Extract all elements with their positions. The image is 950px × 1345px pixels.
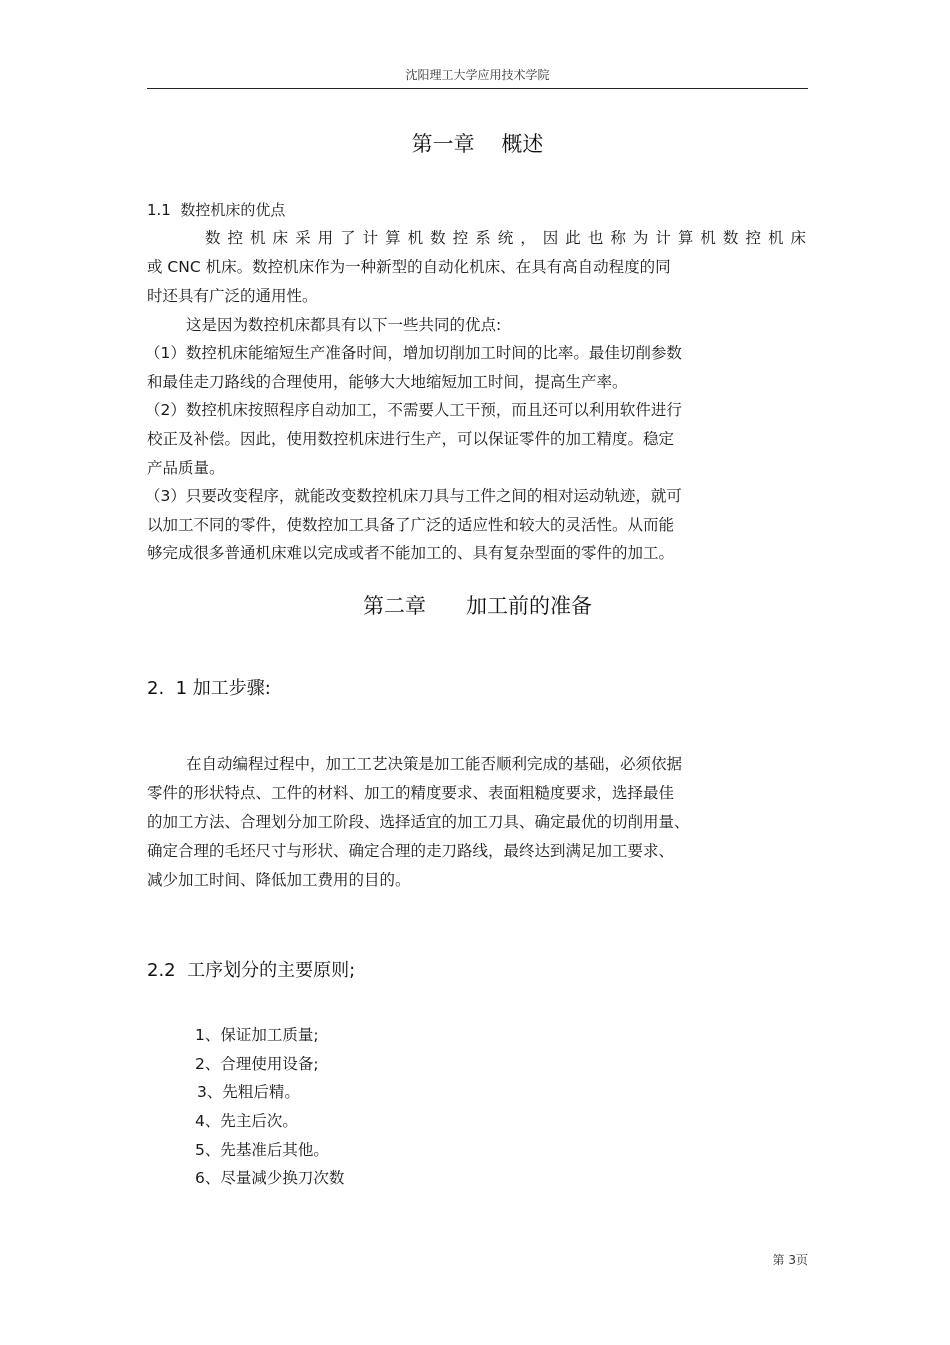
paragraph-line: 数控机床采用了计算机数控系统，因此也称为计算机数控机床 [205,229,806,247]
list-item: 3、先粗后精。 [197,1083,300,1101]
paragraph-line: （2）数控机床按照程序自动加工，不需要人工干预，而且还可以利用软件进行 [145,401,682,419]
section-2-2-heading: 2.2 工序划分的主要原则; [147,960,356,981]
paragraph-line: 在自动编程过程中，加工工艺决策是加工能否顺利完成的基础，必须依据 [186,755,683,773]
paragraph-line: 校正及补偿。因此，使用数控机床进行生产，可以保证零件的加工精度。稳定 [147,430,675,448]
chapter-2-title: 第二章 加工前的准备 [362,594,593,618]
paragraph-line: （3）只要改变程序，就能改变数控机床刀具与工件之间的相对运动轨迹，就可 [145,487,682,505]
list-item: 2、合理使用设备; [195,1055,319,1073]
paragraph-line: 这是因为数控机床都具有以下一些共同的优点: [186,316,502,334]
paragraph-line: 时还具有广泛的通用性。 [147,287,318,305]
paragraph-line: 产品质量。 [147,459,225,477]
paragraph-line: 确定合理的毛坯尺寸与形状、确定合理的走刀路线，最终达到满足加工要求、 [147,842,675,860]
paragraph-line: 或 CNC 机床。数控机床作为一种新型的自动化机床、在具有高自动程度的同 [147,258,671,276]
header-divider [147,88,808,89]
section-1-1-heading: 1.1 数控机床的优点 [147,201,286,219]
list-item: 5、先基准后其他。 [195,1141,329,1159]
list-item: 6、尽量减少换刀次数 [195,1169,345,1187]
paragraph-line: 的加工方法、合理划分加工阶段、选择适宜的加工刀具、确定最优的切削用量、 [147,813,690,831]
chapter-1-title: 第一章 概述 [411,132,544,156]
list-item: 4、先主后次。 [195,1112,298,1130]
paragraph-line: （1）数控机床能缩短生产准备时间，增加切削加工时间的比率。最佳切削参数 [145,344,682,362]
paragraph-line: 以加工不同的零件，使数控加工具备了广泛的适应性和较大的灵活性。从而能 [147,516,675,534]
paragraph-line: 减少加工时间、降低加工费用的目的。 [147,871,411,889]
page-number: 第 3页 [772,1253,808,1267]
paragraph-line: 零件的形状特点、工件的材料、加工的精度要求、表面粗糙度要求，选择最佳 [147,784,675,802]
section-2-1-heading: 2. 1 加工步骤: [147,678,271,699]
paragraph-line: 和最佳走刀路线的合理使用，能够大大地缩短加工时间，提高生产率。 [147,373,628,391]
list-item: 1、保证加工质量; [195,1026,319,1044]
paragraph-line: 够完成很多普通机床难以完成或者不能加工的、具有复杂型面的零件的加工。 [147,544,675,562]
header-institution: 沈阳理工大学应用技术学院 [405,68,550,82]
